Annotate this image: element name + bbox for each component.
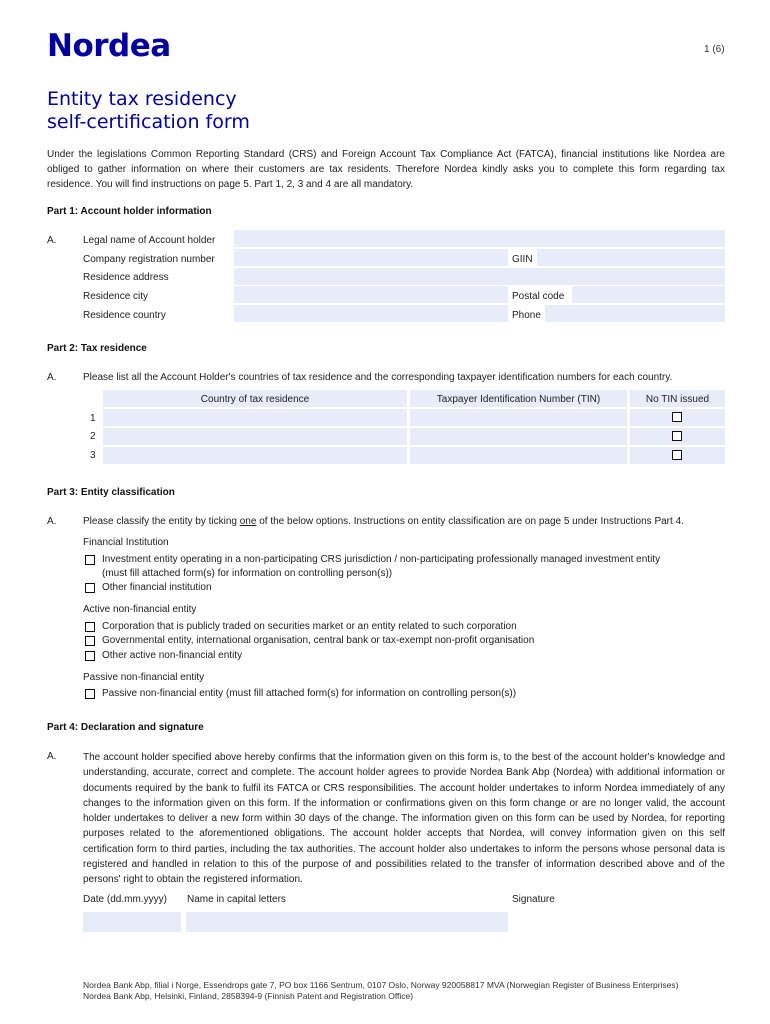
footer-line1: Nordea Bank Abp, filial i Norge, Essendrops gate 7, PO box 1166 Sentrum, 0107 Oslo, Norway 920058817 MVA (Norwegian Register of Business Enterprises) — [83, 980, 679, 990]
residence-address-field[interactable] — [234, 268, 725, 285]
name-field[interactable] — [186, 912, 508, 932]
residence-country-field[interactable] — [234, 305, 508, 322]
no-tin-checkbox-1[interactable] — [672, 412, 682, 422]
part1-heading: Part 1: Account holder information — [47, 206, 212, 217]
page-number: 1 (6) — [704, 44, 725, 55]
residence-city-field[interactable] — [234, 286, 508, 303]
country-field-1[interactable] — [103, 409, 407, 426]
date-label: Date (dd.mm.yyyy) — [83, 894, 167, 905]
part2-instruction: Please list all the Account Holder's countries of tax residence and the corresponding taxpayer identification numbers for each country. — [83, 372, 673, 383]
form-title-line2: self-certification form — [47, 111, 250, 133]
part3-instruction-pre: Please classify the entity by ticking — [83, 516, 240, 527]
financial-institution-heading: Financial Institution — [83, 537, 169, 548]
anfe-governmental-checkbox[interactable] — [85, 636, 95, 646]
col-header-tin: Taxpayer Identification Number (TIN) — [436, 394, 601, 405]
legal-name-label: Legal name of Account holder — [83, 235, 216, 246]
fi-investment-entity-checkbox[interactable] — [85, 555, 95, 565]
pnfe-label-text: Passive non-financial entity — [102, 688, 224, 699]
legal-name-field[interactable] — [234, 230, 725, 247]
nordea-logo: Nordea — [47, 28, 171, 64]
anfe-corporation-label: Corporation that is publicly traded on securities market or an entity related to such corporation — [102, 621, 517, 632]
anfe-other-label: Other active non-financial entity — [102, 650, 243, 661]
fi-investment-entity-label: Investment entity operating in a non-participating CRS jurisdiction / non-participating professionally managed investment entity — [102, 554, 661, 565]
anfe-corporation-checkbox[interactable] — [85, 622, 95, 632]
date-field[interactable] — [83, 912, 181, 932]
part4-marker: A. — [47, 751, 57, 762]
passive-nfe-heading: Passive non-financial entity — [83, 672, 205, 683]
part3-marker: A. — [47, 516, 57, 527]
giin-field[interactable] — [537, 249, 725, 266]
postal-code-label: Postal code — [512, 291, 565, 302]
pnfe-label — [102, 688, 516, 699]
part3-heading: Part 3: Entity classification — [47, 487, 175, 498]
part3-instruction-one: one — [239, 516, 257, 527]
footer — [83, 980, 678, 1002]
part2-marker: A. — [47, 372, 57, 383]
intro-text: Under the legislations Common Reporting Standard (CRS) and Foreign Account Tax Compliance Act (FATCA), financial institutions like Nordea are obliged to gather information on where their customers are tax residents. Therefore Nordea kindly asks you to complete this form regarding tax residence. You will find instructions on page 5. Part 1, 2, 3 and 4 are all mandatory. — [47, 149, 725, 190]
phone-label: Phone — [512, 310, 541, 321]
pnfe-label-note: (must fill attached form(s) for information on controlling person(s)) — [225, 688, 517, 699]
company-reg-field[interactable] — [234, 249, 508, 266]
col-header-notin: No TIN issued — [645, 394, 710, 405]
col-header-country: Country of tax residence — [200, 394, 310, 405]
fi-investment-entity-note: (must fill attached form(s) for information on controlling person(s)) — [102, 568, 393, 579]
residence-country-label: Residence country — [83, 310, 166, 321]
table-row-number: 1 — [90, 413, 96, 424]
residence-address-label: Residence address — [83, 272, 169, 283]
phone-field[interactable] — [545, 305, 725, 322]
country-field-3[interactable] — [103, 447, 407, 464]
company-reg-label: Company registration number — [83, 254, 215, 265]
form-title — [47, 88, 250, 134]
fi-other-checkbox[interactable] — [85, 583, 95, 593]
active-nfe-heading: Active non-financial entity — [83, 604, 197, 615]
tin-field-2[interactable] — [410, 428, 627, 445]
tin-field-1[interactable] — [410, 409, 627, 426]
form-title-line1: Entity tax residency — [47, 88, 237, 110]
footer-line2: Nordea Bank Abp, Helsinki, Finland, 2858394-9 (Finnish Patent and Registration Office) — [83, 991, 414, 1001]
signature-label: Signature — [512, 894, 555, 905]
postal-code-field[interactable] — [572, 286, 725, 303]
residence-city-label: Residence city — [83, 291, 149, 302]
part4-heading: Part 4: Declaration and signature — [47, 722, 204, 733]
table-row-number: 3 — [90, 450, 96, 461]
part1-marker: A. — [47, 235, 57, 246]
part3-instruction-post: of the below options. Instructions on entity classification are on page 5 under Instructions Part 4. — [256, 516, 684, 527]
country-field-2[interactable] — [103, 428, 407, 445]
anfe-other-checkbox[interactable] — [85, 651, 95, 661]
tin-field-3[interactable] — [410, 447, 627, 464]
no-tin-checkbox-2[interactable] — [672, 431, 682, 441]
declaration-text: The account holder specified above hereby confirms that the information given on this form is, to the best of the account holder's knowledge and understanding, accurate, correct and complete. The account holder agrees to provide Nordea Bank Abp (Nordea) with additional information or documents required by the bank to fulfil its FATCA or CRS responsibilities. The account holder undertakes to inform Nordea immediately of any changes to the information given on this form. If the information or confirmations given on this form change or are no longer valid, the account holder undertakes to deliver a new form within 30 days of the change. The information given on this form can be used by Nordea, for reporting purposes related to the aforementioned obligations. The account holder accepts that Nordea, will convey information given on this self certification form to third parties, including the tax authorities. The account holder also undertakes to inform the persons whose personal data is registered and handled in relation to this of the purpose of and possibilities related to the transfer of information described above and of the persons' right to obtain the registered information. — [83, 752, 725, 886]
giin-label: GIIN — [512, 254, 533, 265]
name-label: Name in capital letters — [187, 894, 286, 905]
anfe-governmental-label: Governmental entity, international organisation, central bank or tax-exempt non-profit organisation — [102, 635, 535, 646]
part3-instruction — [83, 516, 684, 527]
fi-other-label: Other financial institution — [102, 582, 212, 593]
part2-heading: Part 2: Tax residence — [47, 343, 147, 354]
no-tin-checkbox-3[interactable] — [672, 450, 682, 460]
table-row-number: 2 — [90, 431, 96, 442]
pnfe-checkbox[interactable] — [85, 689, 95, 699]
